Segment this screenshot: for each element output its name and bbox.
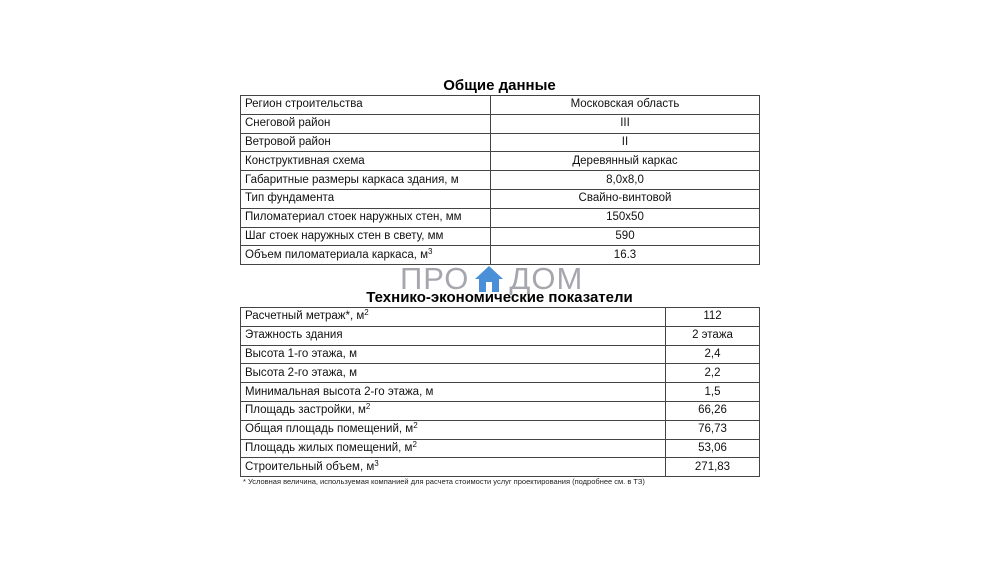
row-label: Габаритные размеры каркаса здания, м [241, 171, 491, 190]
table-row [241, 308, 760, 327]
watermark-text-left: ПРО [400, 261, 470, 296]
row-label: Расчетный метраж*, $м^2$ [241, 308, 666, 327]
row-value: 150x50 [491, 208, 760, 227]
row-label: Этажность здания [241, 326, 666, 345]
row-value: 2,4 [666, 345, 760, 364]
row-value: 1,5 [666, 383, 760, 402]
row-value: 2,2 [666, 364, 760, 383]
row-value: 2 этажа [666, 326, 760, 345]
technical-indicators-title: Технико-экономические показатели [366, 289, 633, 306]
row-value: Московская область [491, 96, 760, 115]
general-data-title: Общие данные [443, 77, 556, 94]
table-row [241, 345, 760, 364]
table-row [241, 208, 760, 227]
row-label: Минимальная высота 2-го этажа, м [241, 383, 666, 402]
row-label: Общая площадь помещений, $м^2$ [241, 420, 666, 439]
row-value: Деревянный каркас [491, 152, 760, 171]
table-row [241, 401, 760, 420]
table-row [241, 227, 760, 246]
table-row [241, 364, 760, 383]
row-label: Высота 2-го этажа, м [241, 364, 666, 383]
table-row [241, 171, 760, 190]
table-row [241, 439, 760, 458]
row-label: Площадь жилых помещений, $м^2$ [241, 439, 666, 458]
row-value: 271,83 [666, 458, 760, 477]
technical-indicators-table [240, 307, 760, 477]
table-row [241, 96, 760, 115]
row-label: Тип фундамента [241, 189, 491, 208]
row-label: Шаг стоек наружных стен в свету, мм [241, 227, 491, 246]
table-row [241, 246, 760, 265]
table-row [241, 326, 760, 345]
row-label: Объем пиломатериала каркаса, $м^3$ [241, 246, 491, 265]
table-row [241, 383, 760, 402]
row-value: III [491, 114, 760, 133]
row-value: 66,26 [666, 401, 760, 420]
row-label: Ветровой район [241, 133, 491, 152]
row-label: Площадь застройки, $м^2$ [241, 401, 666, 420]
table-row [241, 114, 760, 133]
row-value: 16.3 [491, 246, 760, 265]
row-value: 76,73 [666, 420, 760, 439]
table-row [241, 152, 760, 171]
row-label: Строительный объем, $м^3$ [241, 458, 666, 477]
row-value: 112 [666, 308, 760, 327]
row-value: 590 [491, 227, 760, 246]
table-row [241, 133, 760, 152]
row-label: Высота 1-го этажа, м [241, 345, 666, 364]
row-label: Конструктивная схема [241, 152, 491, 171]
row-label: Регион строительства [241, 96, 491, 115]
row-value: II [491, 133, 760, 152]
general-data-table [240, 95, 760, 265]
table-row [241, 458, 760, 477]
row-value: Свайно-винтовой [491, 189, 760, 208]
table-row [241, 189, 760, 208]
footnote: * Условная величина, используемая компанией для расчета стоимости услуг проектирования (подробнее см. в ТЗ) [243, 477, 645, 486]
row-label: Снеговой район [241, 114, 491, 133]
watermark-text-right: ДОМ [509, 261, 584, 296]
table-row [241, 420, 760, 439]
row-label: Пиломатериал стоек наружных стен, мм [241, 208, 491, 227]
row-value: 8,0x8,0 [491, 171, 760, 190]
row-value: 53,06 [666, 439, 760, 458]
